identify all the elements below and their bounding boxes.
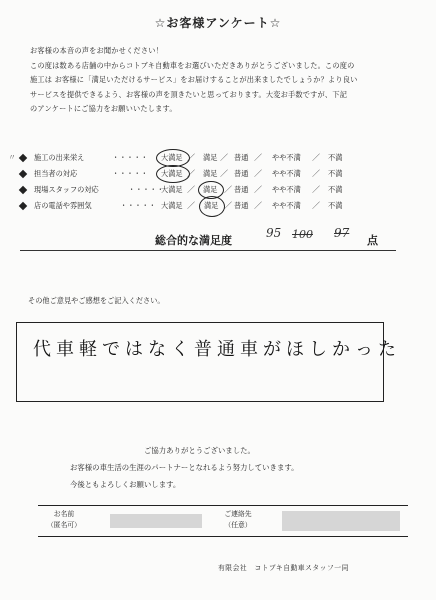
rating-label: 担当者の対応 bbox=[34, 169, 78, 178]
separator: ／ bbox=[254, 201, 262, 210]
score-value: 95 bbox=[266, 226, 282, 240]
separator: ／ bbox=[312, 185, 320, 194]
intro-line: この度は数ある店舗の中からコトブキ自動車をお選びいただきありがとうございました。この度の bbox=[30, 60, 355, 70]
contact-note: （任意） bbox=[224, 521, 252, 529]
option-somewhat-dissatisfied[interactable]: やや不満 bbox=[272, 169, 301, 178]
score-underline bbox=[20, 250, 396, 251]
intro-paragraph bbox=[30, 44, 406, 117]
rating-row-site-staff bbox=[20, 184, 420, 198]
footer-company: 有限会社 コトブキ自動車スタッフ一同 bbox=[218, 564, 349, 572]
option-neutral[interactable]: 普通 bbox=[234, 169, 249, 178]
option-very-satisfied[interactable]: 大満足 bbox=[161, 153, 183, 162]
contact-label-cell bbox=[216, 509, 260, 531]
separator: ／ bbox=[187, 185, 195, 194]
contact-field-redacted[interactable] bbox=[282, 511, 400, 531]
separator: ／ bbox=[187, 169, 195, 178]
option-satisfied[interactable]: 満足 bbox=[203, 169, 218, 178]
score-struck-second: 97 bbox=[334, 226, 350, 240]
contact-table bbox=[38, 505, 408, 537]
separator: ／ bbox=[220, 169, 228, 178]
score-struck-first: 100 bbox=[292, 228, 313, 241]
option-dissatisfied[interactable]: 不満 bbox=[328, 185, 343, 194]
option-very-satisfied[interactable]: 大満足 bbox=[161, 185, 183, 194]
option-neutral[interactable]: 普通 bbox=[234, 153, 249, 162]
rating-row-workmanship bbox=[20, 152, 420, 166]
separator: ／ bbox=[220, 153, 228, 162]
separator: ／ bbox=[224, 185, 232, 194]
bullet-icon bbox=[19, 170, 27, 178]
name-label-cell bbox=[44, 509, 84, 531]
rating-dots: ・・・・・ bbox=[112, 153, 148, 162]
option-somewhat-dissatisfied[interactable]: やや不満 bbox=[272, 185, 301, 194]
separator: ／ bbox=[254, 185, 262, 194]
survey-title: ☆お客様アンケート☆ bbox=[154, 16, 282, 30]
comments-label: その他ご意見やご感想をご記入ください。 bbox=[28, 296, 165, 305]
bullet-icon bbox=[19, 186, 27, 194]
pen-mark: 〃 bbox=[8, 153, 16, 162]
separator: ／ bbox=[254, 153, 262, 162]
contact-label: ご連絡先 bbox=[224, 510, 252, 518]
bullet-icon bbox=[19, 202, 27, 210]
rating-dots: ・・・・・ bbox=[120, 201, 156, 210]
option-dissatisfied[interactable]: 不満 bbox=[328, 153, 343, 162]
separator: ／ bbox=[187, 201, 195, 210]
intro-line: お客様の本音の声をお聞かせください！ bbox=[30, 46, 163, 55]
bullet-icon bbox=[19, 154, 27, 162]
option-very-satisfied[interactable]: 大満足 bbox=[161, 169, 183, 178]
separator: ／ bbox=[312, 153, 320, 162]
rating-row-phone-atmosphere bbox=[20, 200, 420, 214]
separator: ／ bbox=[224, 201, 232, 210]
closing-line: お客様の車生活の生涯のパートナーとなれるよう努力していきます。 bbox=[70, 463, 299, 472]
option-neutral[interactable]: 普通 bbox=[234, 185, 249, 194]
option-neutral[interactable]: 普通 bbox=[234, 201, 249, 210]
option-very-satisfied[interactable]: 大満足 bbox=[161, 201, 183, 210]
intro-line: 施工は お客様に「満足いただけるサービス」をお届けすることが出来ましたでしょうか？より良い bbox=[30, 75, 358, 84]
separator: ／ bbox=[254, 169, 262, 178]
closing-line: ご協力ありがとうございました。 bbox=[144, 446, 255, 455]
separator: ／ bbox=[312, 169, 320, 178]
separator: ／ bbox=[312, 201, 320, 210]
intro-line: サービスを提供できるよう、お客様の声を頂きたいと思っております。大変お手数ですが、下記 bbox=[30, 89, 348, 99]
rating-label: 店の電話や雰囲気 bbox=[34, 201, 92, 210]
option-somewhat-dissatisfied[interactable]: やや不満 bbox=[272, 153, 301, 162]
option-dissatisfied[interactable]: 不満 bbox=[328, 169, 343, 178]
rating-dots: ・・・・・ bbox=[112, 169, 148, 178]
option-somewhat-dissatisfied[interactable]: やや不満 bbox=[272, 201, 301, 210]
rating-label: 施工の出来栄え bbox=[34, 153, 85, 162]
option-satisfied[interactable]: 満足 bbox=[203, 153, 218, 162]
intro-line: のアンケートにご協力をお願いいたします。 bbox=[30, 104, 177, 113]
rating-row-staff-response bbox=[20, 168, 420, 182]
rating-label: 現場スタッフの対応 bbox=[34, 185, 99, 194]
name-field-redacted[interactable] bbox=[110, 514, 202, 528]
name-note: （匿名可） bbox=[47, 521, 81, 529]
name-label: お名前 bbox=[53, 510, 75, 518]
option-satisfied[interactable]: 満足 bbox=[204, 201, 219, 210]
comments-box[interactable] bbox=[16, 322, 401, 402]
comments-handwriting: 代車軽ではなく普通車がほしかった bbox=[33, 339, 401, 360]
option-satisfied[interactable]: 満足 bbox=[203, 185, 218, 194]
separator: ／ bbox=[187, 153, 195, 162]
option-dissatisfied[interactable]: 不満 bbox=[328, 201, 343, 210]
overall-score-label: 総合的な満足度 bbox=[155, 234, 232, 247]
closing-line: 今後ともよろしくお願いします。 bbox=[70, 480, 181, 489]
rating-dots: ・・・・・ bbox=[128, 185, 164, 194]
score-unit: 点 bbox=[367, 234, 378, 247]
closing-message bbox=[70, 442, 370, 493]
